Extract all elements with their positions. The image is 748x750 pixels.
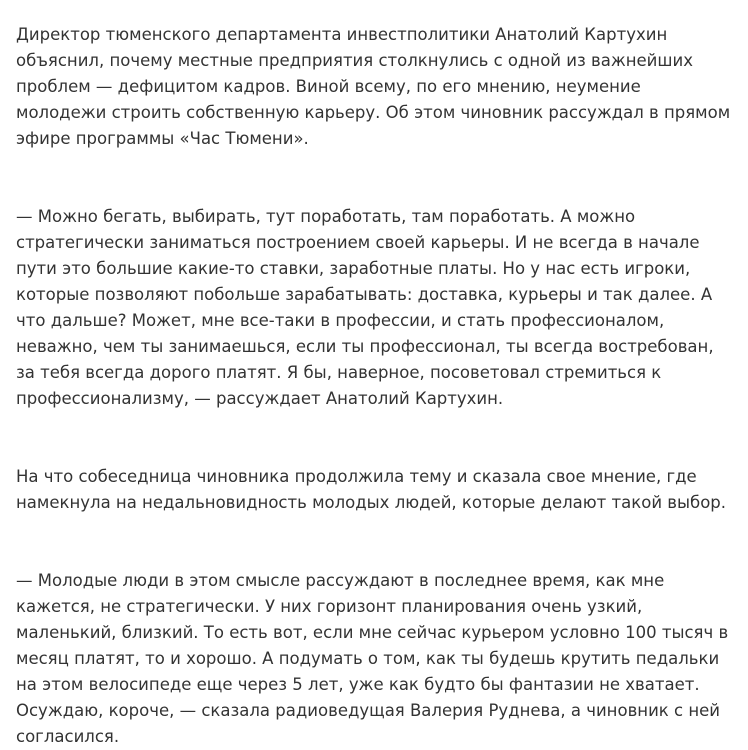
- paragraph-quote-kartukhin: — Можно бегать, выбирать, тут поработать, там поработать. А можно стратегически заниматься построением своей карьеры. И не всегда в начале пути это большие какие-то ставки, заработные платы. Но у нас есть игроки, которые позволяют побольше зарабатывать: доставка, курьеры и так далее. А что дальше? Может, мне все-таки в профессии, и стать профессионалом, неважно, чем ты занимаешься, если ты профессионал, ты всегда востребован, за тебя всегда дорого платят. Я бы, наверное, посоветовал стремиться к профессионализму, — рассуждает Анатолий Картухин.: [16, 207, 714, 408]
- paragraph-quote-rudneva: — Молодые люди в этом смысле рассуждают в последнее время, как мне кажется, не стратегически. У них горизонт планирования очень узкий, маленький, близкий. То есть вот, если мне сейчас курьером условно 100 тысяч в месяц платят, то и хорошо. А подумать о том, как ты будешь крутить педальки на этом велосипеде еще через 5 лет, уже как будто бы фантазии не хватает. Осуждаю, короче, — сказала радиоведущая Валерия Руднева, а чиновник с ней согласился.: [16, 571, 729, 746]
- paragraph-transition: На что собеседница чиновника продолжила тему и сказала свое мнение, где намекнула на недальновидность молодых людей, которые делают такой выбор.: [16, 467, 727, 512]
- paragraph-intro: Директор тюменского департамента инвестполитики Анатолий Картухин объяснил, почему местные предприятия столкнулись с одной из важнейших проблем — дефицитом кадров. Виной всему, по его мнению, неумение молодежи строить собственную карьеру. Об этом чиновник рассуждал в прямом эфире программы «Час Тюмени».: [16, 25, 731, 148]
